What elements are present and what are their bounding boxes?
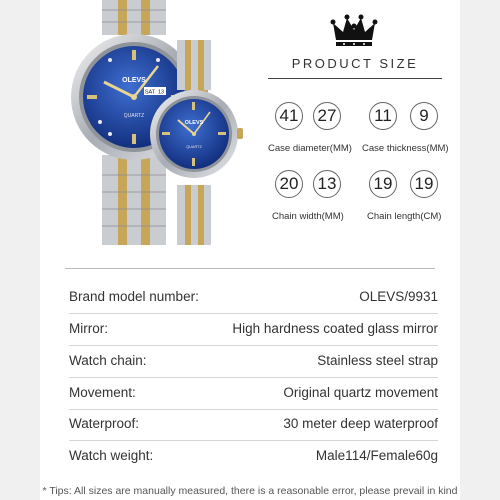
spec-row <box>69 416 438 440</box>
section-divider <box>65 268 435 269</box>
spec-value: OLEVS/9931 <box>359 289 438 304</box>
spec-label: Movement: <box>69 385 136 400</box>
watches-image <box>70 0 255 245</box>
case-thickness-female: 9 <box>410 102 438 130</box>
spec-value: High hardness coated glass mirror <box>232 321 438 336</box>
row-divider <box>69 377 438 378</box>
spec-label: Waterproof: <box>69 416 140 431</box>
spec-value: Stainless steel strap <box>317 353 438 368</box>
row-divider <box>69 313 438 314</box>
spec-label: Watch chain: <box>69 353 147 368</box>
chain-length-female: 19 <box>410 170 438 198</box>
case-thickness-male: 11 <box>369 102 397 130</box>
large-watch-day: SAT <box>144 89 156 96</box>
case-diameter-female: 27 <box>313 102 341 130</box>
spec-row <box>69 321 438 345</box>
spec-label: Watch weight: <box>69 448 154 463</box>
case-diameter-caption: Case diameter(MM) <box>268 143 352 154</box>
small-watch-dial-text: QUARTZ <box>186 145 202 149</box>
small-watch-brand: OLEVS <box>184 120 204 126</box>
spec-row <box>69 385 438 409</box>
chain-width-female: 13 <box>313 170 341 198</box>
product-size-title: PRODUCT SIZE <box>291 56 419 71</box>
case-thickness-caption: Case thickness(MM) <box>362 143 449 154</box>
small-watch-head <box>150 90 243 178</box>
title-underline <box>268 78 442 79</box>
crown-logo-icon <box>330 14 378 50</box>
spec-row <box>69 289 438 313</box>
row-divider <box>69 440 438 441</box>
spec-value: Original quartz movement <box>283 385 438 400</box>
spec-value: 30 meter deep waterproof <box>283 416 438 431</box>
tips-note: * Tips: All sizes are manually measured, there is a reasonable error, please prevail in kind <box>42 485 458 497</box>
large-watch-brand: OLEVS <box>122 77 146 84</box>
spec-row <box>69 353 438 377</box>
row-divider <box>69 409 438 410</box>
row-divider <box>69 345 438 346</box>
spec-label: Mirror: <box>69 321 108 336</box>
spec-value: Male114/Female60g <box>315 448 438 463</box>
right-margin <box>460 0 500 500</box>
chain-width-male: 20 <box>275 170 303 198</box>
chain-length-male: 19 <box>369 170 397 198</box>
large-watch-dial-text: QUARTZ <box>123 113 145 119</box>
spec-label: Brand model number: <box>69 289 199 304</box>
chain-length-caption: Chain length(CM) <box>367 211 442 222</box>
chain-width-caption: Chain width(MM) <box>272 211 344 222</box>
spec-row <box>69 448 438 472</box>
case-diameter-male: 41 <box>275 102 303 130</box>
large-watch-date: 13 <box>157 89 165 96</box>
left-margin <box>0 0 40 500</box>
